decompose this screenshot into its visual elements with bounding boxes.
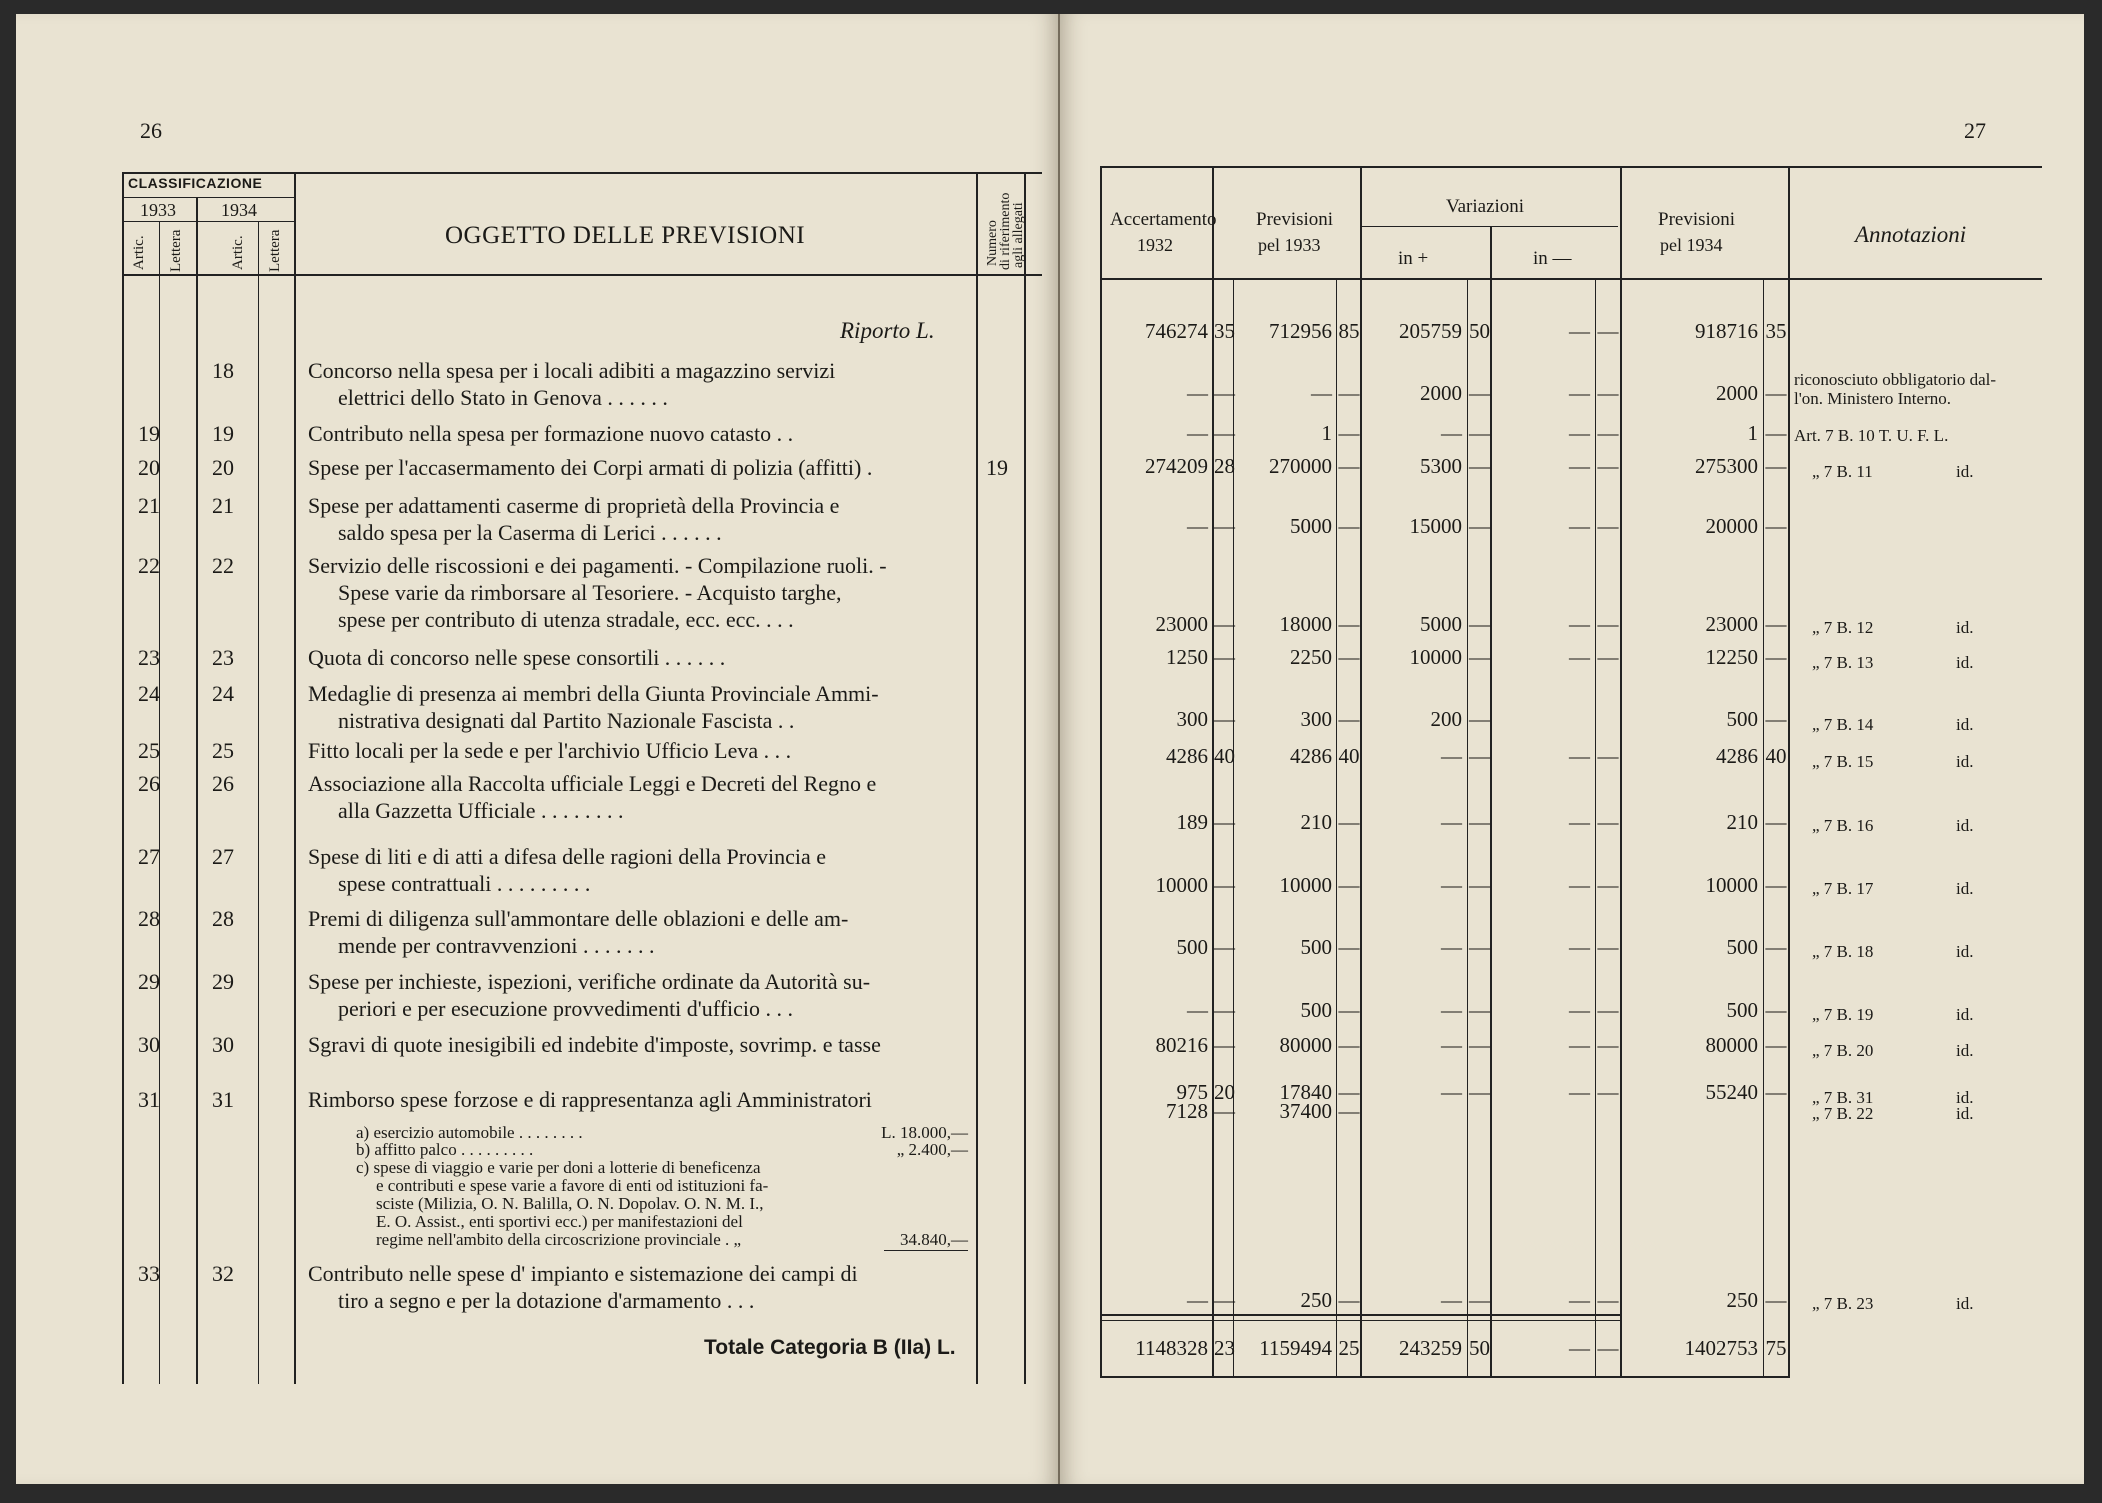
item-description: Spese di liti e di atti a difesa delle ragioni della Provincia e — [308, 844, 827, 869]
row-acc: 10000 — [1155, 873, 1208, 897]
annotation-line2: l'on. Ministero Interno. — [1794, 389, 1951, 408]
row-p33: 18000 — [1279, 612, 1332, 636]
row-vp_c: — — [1469, 454, 1490, 478]
riporto-acc_c: 35 — [1214, 319, 1235, 343]
row-vp: — — [1441, 421, 1462, 445]
row-p33_c: — — [1338, 1080, 1360, 1104]
item-description: Servizio delle riscossioni e dei pagamenti. - Compilazione ruoli. - — [308, 553, 887, 578]
row-vp: 15000 — [1409, 514, 1462, 538]
annotation-id: id. — [1956, 752, 1974, 771]
row-vp_c: — — [1469, 873, 1490, 897]
row-acc_c: 20 — [1214, 1080, 1235, 1104]
subitem-label: c) spese di viaggio e varie per doni a lotterie di beneficenza — [356, 1158, 761, 1177]
article-1934: 29 — [212, 969, 234, 994]
row-vm: — — [1569, 612, 1590, 636]
row-p34: 2000 — [1716, 381, 1758, 405]
row-p33_c: — — [1338, 707, 1360, 731]
row-acc2-c: — — [1214, 1099, 1235, 1123]
row-vp_c: — — [1469, 810, 1490, 834]
row-vp: 5300 — [1420, 454, 1462, 478]
article-1933: 19 — [138, 421, 160, 446]
row-vm: — — [1569, 744, 1590, 768]
riporto-vp: 205759 — [1399, 319, 1462, 343]
row-vm: — — [1569, 381, 1590, 405]
row-acc: 975 — [1176, 1080, 1208, 1104]
annotation-ref: Art. 7 B. 10 T. U. F. L. — [1794, 426, 1949, 445]
article-1933: 31 — [138, 1087, 160, 1112]
article-1934: 32 — [212, 1261, 234, 1286]
row-p33: 270000 — [1269, 454, 1332, 478]
variazioni-minus: in — — [1533, 248, 1572, 269]
article-1934: 21 — [212, 493, 234, 518]
article-1934: 19 — [212, 421, 234, 446]
row-vp: 2000 — [1420, 381, 1462, 405]
article-1933: 23 — [138, 645, 160, 670]
row-p34_c: — — [1765, 707, 1787, 731]
row-p33: 17840 — [1279, 1080, 1332, 1104]
row-vm: — — [1569, 421, 1590, 445]
row-vp: — — [1441, 744, 1462, 768]
row-vm: — — [1569, 998, 1590, 1022]
annotation-id: id. — [1956, 653, 1974, 672]
table-top-rule — [122, 172, 1042, 174]
row-p34_c: — — [1765, 1033, 1787, 1057]
article-1933: 29 — [138, 969, 160, 994]
riporto-acc: 746274 — [1145, 319, 1208, 343]
subtotal-underline — [884, 1250, 968, 1251]
annotation-id: id. — [1956, 1041, 1974, 1060]
row-p34: 80000 — [1705, 1033, 1758, 1057]
row-vm_c: — — [1597, 1080, 1619, 1104]
subitem-amount: L. 18.000,— — [881, 1123, 968, 1142]
annotation-ref: „ 7 B. 12 — [1812, 618, 1874, 637]
page-number-left: 26 — [140, 118, 162, 143]
row-acc_c: — — [1214, 1288, 1235, 1312]
row-acc_c: — — [1214, 810, 1235, 834]
article-1934: 18 — [212, 358, 234, 383]
row-vm_c: — — [1597, 645, 1619, 669]
row-acc: 23000 — [1155, 612, 1208, 636]
previsioni-1934-label: Previsioni — [1658, 209, 1736, 230]
header-bottom-rule — [122, 274, 1042, 276]
subitem-label: e contributi e spese varie a favore di enti od istituzioni fa- — [376, 1176, 769, 1195]
article-1934: 26 — [212, 771, 234, 796]
row-acc_c: — — [1214, 873, 1235, 897]
row-p33_c: 40 — [1338, 744, 1360, 768]
accertamento-year: 1932 — [1137, 235, 1173, 255]
row-p34: 500 — [1726, 707, 1758, 731]
item-description: nistrativa designati dal Partito Nazionale Fascista . . — [338, 708, 795, 733]
row-p33_c: — — [1338, 514, 1360, 538]
article-1933: 27 — [138, 844, 160, 869]
row-vp: — — [1441, 1033, 1462, 1057]
annotation-ref: „ 7 B. 15 — [1812, 752, 1874, 771]
subitem-label: b) affitto palco . . . . . . . . . — [356, 1140, 534, 1159]
oggetto-heading: OGGETTO DELLE PREVISIONI — [445, 222, 806, 249]
item-description: Spese per adattamenti caserme di proprietà della Provincia e — [308, 493, 840, 518]
item-description: spese per contributo di utenza stradale, ecc. ecc. . . . — [338, 607, 794, 632]
year-1933-label: 1933 — [140, 200, 176, 220]
numero-label: Numero — [985, 220, 1000, 266]
row-p33_c: — — [1338, 810, 1360, 834]
annotation-ref: „ 7 B. 23 — [1812, 1294, 1874, 1313]
row-p33_c: — — [1338, 1288, 1360, 1312]
annotation-ref: „ 7 B. 11 — [1812, 462, 1873, 481]
row-p33: 500 — [1300, 935, 1332, 959]
row-acc2: 7128 — [1166, 1099, 1208, 1123]
annotation-ref: „ 7 B. 19 — [1812, 1005, 1874, 1024]
row-vm: — — [1569, 514, 1590, 538]
row-vp_c: — — [1469, 1080, 1490, 1104]
row-p34_c: — — [1765, 612, 1787, 636]
row-vm: — — [1569, 935, 1590, 959]
subitem-amount: 34.840,— — [900, 1230, 968, 1249]
row-vm: — — [1569, 454, 1590, 478]
row-p34_c: — — [1765, 514, 1787, 538]
total-acc_c: 23 — [1214, 1336, 1235, 1360]
row-p33_c: — — [1338, 873, 1360, 897]
row-vp_c: — — [1469, 645, 1490, 669]
riporto-vm_c: — — [1597, 319, 1619, 343]
row-vp: — — [1441, 935, 1462, 959]
item-description: Spese per l'accasermamento dei Corpi armati di polizia (affitti) . — [308, 455, 873, 480]
row-p33: — — [1311, 381, 1332, 405]
row-p33: 210 — [1300, 810, 1332, 834]
article-1933: 33 — [138, 1261, 160, 1286]
row-vm_c: — — [1597, 421, 1619, 445]
row-vm_c: — — [1597, 381, 1619, 405]
previsioni-1933-year: pel 1933 — [1258, 235, 1321, 255]
row-p34: 250 — [1726, 1288, 1758, 1312]
row-acc: — — [1187, 381, 1208, 405]
subitem-amount: „ 2.400,— — [896, 1140, 968, 1159]
row-p33: 5000 — [1290, 514, 1332, 538]
row-vm: — — [1569, 1033, 1590, 1057]
total-label: Totale Categoria B (IIa) L. — [704, 1336, 956, 1359]
row-p33: 4286 — [1290, 744, 1332, 768]
row-vm: — — [1569, 1288, 1590, 1312]
row-acc_c: — — [1214, 514, 1235, 538]
allegato-reference: 19 — [986, 455, 1008, 480]
row-p33_c: — — [1338, 421, 1360, 445]
total-vp: 243259 — [1399, 1336, 1462, 1360]
variazioni-plus: in + — [1398, 248, 1429, 269]
row-acc_c: — — [1214, 645, 1235, 669]
row-acc: — — [1187, 1288, 1208, 1312]
item-description: Concorso nella spesa per i locali adibiti a magazzino servizi — [308, 358, 836, 383]
row-acc: 80216 — [1155, 1033, 1208, 1057]
annotation-id: id. — [1956, 1294, 1974, 1313]
total-vm: — — [1569, 1336, 1590, 1360]
row-p34_c: — — [1765, 998, 1787, 1022]
row-acc_c: — — [1214, 612, 1235, 636]
row-p33: 300 — [1300, 707, 1332, 731]
row-acc_c: — — [1214, 707, 1235, 731]
row-acc: 189 — [1176, 810, 1208, 834]
annotation-id: id. — [1956, 715, 1974, 734]
riporto-label: Riporto L. — [840, 318, 935, 343]
row-p33_c: — — [1338, 935, 1360, 959]
row-acc: 4286 — [1166, 744, 1208, 768]
row-p34: 20000 — [1705, 514, 1758, 538]
row-acc: — — [1187, 421, 1208, 445]
row-vp_c: — — [1469, 612, 1490, 636]
row-p34: 12250 — [1705, 645, 1758, 669]
row-vm_c: — — [1597, 514, 1619, 538]
article-1933: 24 — [138, 681, 160, 706]
subitem-label: E. O. Assist., enti sportivi ecc.) per manifestazioni del — [376, 1212, 743, 1231]
item-description: Premi di diligenza sull'ammontare delle oblazioni e delle am- — [308, 906, 849, 931]
total-p34_c: 75 — [1765, 1336, 1787, 1360]
row-vp: — — [1441, 810, 1462, 834]
item-description: tiro a segno e per la dotazione d'armamento . . . — [338, 1288, 755, 1313]
row-p34: 210 — [1726, 810, 1758, 834]
row-p34: 500 — [1726, 935, 1758, 959]
row-vp_c: — — [1469, 744, 1490, 768]
row-acc: 300 — [1176, 707, 1208, 731]
annotation-ref: „ 7 B. 18 — [1812, 942, 1874, 961]
row-vp: — — [1441, 1288, 1462, 1312]
row-p34: 1 — [1747, 421, 1758, 445]
row-vp: — — [1441, 1080, 1462, 1104]
annotation-id: id. — [1956, 1005, 1974, 1024]
riporto-p34: 918716 — [1695, 319, 1758, 343]
row-p33b: 37400 — [1279, 1099, 1332, 1123]
item-description: alla Gazzetta Ufficiale . . . . . . . . — [338, 798, 624, 823]
row-p33_c: — — [1338, 1033, 1360, 1057]
item-description: Fitto locali per la sede e per l'archivio Ufficio Leva . . . — [308, 738, 792, 763]
row-p33: 250 — [1300, 1288, 1332, 1312]
row-vp_c: — — [1469, 707, 1490, 731]
row-vp_c: — — [1469, 998, 1490, 1022]
annotation-ref: „ 7 B. 20 — [1812, 1041, 1874, 1060]
lettera-label-1933: Lettera — [168, 229, 184, 272]
artic-label-1934: Artic. — [230, 235, 246, 270]
total-vm_c: — — [1597, 1336, 1619, 1360]
total-vp_c: 50 — [1469, 1336, 1490, 1360]
row-p34: 23000 — [1705, 612, 1758, 636]
article-1934: 30 — [212, 1032, 234, 1057]
item-description: Rimborso spese forzose e di rappresentanza agli Amministratori — [308, 1087, 872, 1112]
row-p34: 275300 — [1695, 454, 1758, 478]
annotation-id: id. — [1956, 1088, 1974, 1107]
article-1934: 27 — [212, 844, 234, 869]
total-acc: 1148328 — [1135, 1336, 1208, 1360]
annotation-id: id. — [1956, 1104, 1974, 1123]
item-description: Spese varie da rimborsare al Tesoriere. - Acquisto targhe, — [338, 580, 842, 605]
annotation-id: id. — [1956, 879, 1974, 898]
row-vm_c: — — [1597, 998, 1619, 1022]
item-description: Contributo nella spesa per formazione nuovo catasto . . — [308, 421, 794, 446]
annotation-id: id. — [1956, 942, 1974, 961]
row-p33: 1 — [1321, 421, 1332, 445]
row-vp_c: — — [1469, 935, 1490, 959]
row-acc_c: — — [1214, 421, 1235, 445]
row-acc: 500 — [1176, 935, 1208, 959]
item-description: Sgravi di quote inesigibili ed indebite d'imposte, sovrimp. e tasse — [308, 1032, 881, 1057]
row-acc: 274209 — [1145, 454, 1208, 478]
row-acc_c: 28 — [1214, 454, 1235, 478]
row-vp_c: — — [1469, 514, 1490, 538]
riporto-p33_c: 85 — [1338, 319, 1360, 343]
row-p33b-c: — — [1338, 1099, 1360, 1123]
row-acc_c: — — [1214, 1033, 1235, 1057]
annotation-line1: riconosciuto obbligatorio dal- — [1794, 370, 1997, 389]
row-vm_c: — — [1597, 612, 1619, 636]
row-vp_c: — — [1469, 1033, 1490, 1057]
row-vm_c: — — [1597, 873, 1619, 897]
annotation-ref: „ 7 B. 14 — [1812, 715, 1874, 734]
annotazioni-heading: Annotazioni — [1855, 222, 1967, 247]
item-description: periori e per esecuzione provvedimenti d'ufficio . . . — [338, 996, 794, 1021]
row-p33_c: — — [1338, 998, 1360, 1022]
row-p33: 500 — [1300, 998, 1332, 1022]
row-p34: 10000 — [1705, 873, 1758, 897]
allegati-label: agli allegati — [1011, 202, 1026, 268]
item-description: elettrici dello Stato in Genova . . . . . . — [338, 385, 668, 410]
item-description: Spese per inchieste, ispezioni, verifiche ordinate da Autorità su- — [308, 969, 871, 994]
item-description: Associazione alla Raccolta ufficiale Leggi e Decreti del Regno e — [308, 771, 877, 796]
article-1933: 28 — [138, 906, 160, 931]
row-p34: 4286 — [1716, 744, 1758, 768]
row-p34_c: — — [1765, 645, 1787, 669]
row-acc_c: — — [1214, 998, 1235, 1022]
left-page — [16, 14, 1058, 1484]
article-1933: 25 — [138, 738, 160, 763]
previsioni-1934-year: pel 1934 — [1660, 235, 1723, 255]
right-page — [1060, 14, 2084, 1484]
row-p33: 80000 — [1279, 1033, 1332, 1057]
row-p34_c: — — [1765, 935, 1787, 959]
row-vp: 5000 — [1420, 612, 1462, 636]
lettera-label-1934: Lettera — [267, 229, 283, 272]
row-acc_c: — — [1214, 935, 1235, 959]
row-vm: — — [1569, 645, 1590, 669]
row-acc_c: 40 — [1214, 744, 1235, 768]
article-1933: 30 — [138, 1032, 160, 1057]
accertamento-label: Accertamento — [1110, 209, 1217, 230]
annotation-id: id. — [1956, 618, 1974, 637]
article-1934: 28 — [212, 906, 234, 931]
article-1934: 24 — [212, 681, 234, 706]
item-description: Medaglie di presenza ai membri della Giunta Provinciale Ammi- — [308, 681, 879, 706]
row-vm_c: — — [1597, 810, 1619, 834]
row-vp_c: — — [1469, 421, 1490, 445]
riferimento-label: di riferimento — [998, 192, 1013, 270]
row-p33: 10000 — [1279, 873, 1332, 897]
article-1934: 31 — [212, 1087, 234, 1112]
annotation-id: id. — [1956, 816, 1974, 835]
row-vp: 200 — [1430, 707, 1462, 731]
item-description: Quota di concorso nelle spese consortili . . . . . . — [308, 645, 726, 670]
row-p34_c: — — [1765, 1288, 1787, 1312]
row-p34_c: — — [1765, 1080, 1787, 1104]
row-p33: 2250 — [1290, 645, 1332, 669]
row-vp: — — [1441, 998, 1462, 1022]
article-1934: 23 — [212, 645, 234, 670]
row-vm_c: — — [1597, 454, 1619, 478]
row-acc: 1250 — [1166, 645, 1208, 669]
row-p34_c: — — [1765, 421, 1787, 445]
row-vm_c: — — [1597, 1288, 1619, 1312]
article-1933: 21 — [138, 493, 160, 518]
item-description: spese contrattuali . . . . . . . . . — [338, 871, 591, 896]
item-description: Contributo nelle spese d' impianto e sistemazione dei campi di — [308, 1261, 858, 1286]
annotation-ref: „ 7 B. 22 — [1812, 1104, 1874, 1123]
row-p33_c: — — [1338, 645, 1360, 669]
riporto-vp_c: 50 — [1469, 319, 1490, 343]
article-1934: 20 — [212, 455, 234, 480]
article-1933: 22 — [138, 553, 160, 578]
row-vp_c: — — [1469, 1288, 1490, 1312]
annotation-ref: „ 7 B. 31 — [1812, 1088, 1874, 1107]
page-number-right: 27 — [1964, 118, 1986, 143]
row-vp_c: — — [1469, 381, 1490, 405]
row-p34_c: — — [1765, 454, 1787, 478]
variazioni-label: Variazioni — [1446, 196, 1525, 217]
annotation-ref: „ 7 B. 17 — [1812, 879, 1874, 898]
article-1933: 26 — [138, 771, 160, 796]
riporto-p33: 712956 — [1269, 319, 1332, 343]
total-p33: 1159494 — [1259, 1336, 1332, 1360]
row-vm: — — [1569, 1080, 1590, 1104]
row-acc_c: — — [1214, 381, 1235, 405]
item-description: mende per contravvenzioni . . . . . . . — [338, 933, 655, 958]
artic-label-1933: Artic. — [131, 235, 147, 270]
row-p34_c: — — [1765, 810, 1787, 834]
row-vm_c: — — [1597, 744, 1619, 768]
annotation-ref: „ 7 B. 16 — [1812, 816, 1874, 835]
subitem-label: a) esercizio automobile . . . . . . . . — [356, 1123, 583, 1142]
total-p33_c: 25 — [1338, 1336, 1360, 1360]
row-p33_c: — — [1338, 381, 1360, 405]
row-p34_c: 40 — [1765, 744, 1787, 768]
subitem-label: regime nell'ambito della circoscrizione provinciale . „ — [376, 1230, 742, 1249]
riporto-p34_c: 35 — [1765, 319, 1787, 343]
subitem-label: sciste (Milizia, O. N. Balilla, O. N. Dopolav. O. N. M. I., — [376, 1194, 764, 1213]
row-vm_c: — — [1597, 935, 1619, 959]
row-p33_c: — — [1338, 454, 1360, 478]
annotation-ref: „ 7 B. 13 — [1812, 653, 1874, 672]
riporto-vm: — — [1569, 319, 1590, 343]
row-vm: — — [1569, 873, 1590, 897]
row-p34_c: — — [1765, 873, 1787, 897]
row-vp: — — [1441, 873, 1462, 897]
classificazione-label: CLASSIFICAZIONE — [128, 175, 263, 191]
row-p33_c: — — [1338, 612, 1360, 636]
previsioni-1933-label: Previsioni — [1256, 209, 1334, 230]
row-vp: 10000 — [1409, 645, 1462, 669]
article-1934: 22 — [212, 553, 234, 578]
annotation-id: id. — [1956, 462, 1974, 481]
row-acc: — — [1187, 514, 1208, 538]
total-p34: 1402753 — [1684, 1336, 1758, 1360]
row-vm: — — [1569, 810, 1590, 834]
article-1934: 25 — [212, 738, 234, 763]
row-vm_c: — — [1597, 1033, 1619, 1057]
row-p34_c: — — [1765, 381, 1787, 405]
article-1933: 20 — [138, 455, 160, 480]
row-acc: — — [1187, 998, 1208, 1022]
row-p34: 500 — [1726, 998, 1758, 1022]
item-description: saldo spesa per la Caserma di Lerici . . . . . . — [338, 520, 722, 545]
row-p34: 55240 — [1705, 1080, 1758, 1104]
year-1934-label: 1934 — [221, 200, 257, 220]
